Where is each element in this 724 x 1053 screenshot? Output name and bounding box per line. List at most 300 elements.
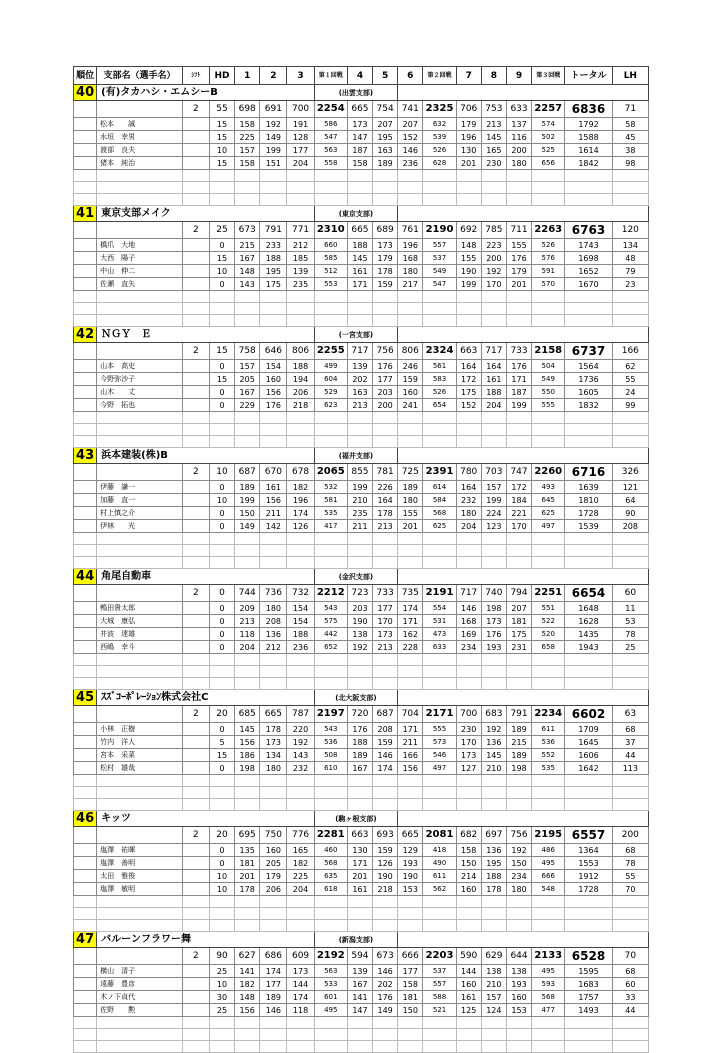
player-g3: 173 <box>287 965 314 978</box>
team-header-row <box>74 85 649 101</box>
player-g3: 128 <box>287 131 314 144</box>
empty-cell <box>287 424 314 436</box>
player-g9: 193 <box>506 978 531 991</box>
team-r1: 2212 <box>314 585 347 602</box>
team-header-row <box>74 690 649 706</box>
player-r3: 591 <box>532 265 565 278</box>
player-lh: 45 <box>612 131 648 144</box>
team-g7: 663 <box>456 343 481 360</box>
empty-cell <box>209 654 234 666</box>
player-lh: 55 <box>612 373 648 386</box>
player-shift-cell <box>182 118 209 131</box>
player-g8: 210 <box>481 762 506 775</box>
team-g1: 698 <box>235 101 260 118</box>
player-rank-cell <box>74 520 97 533</box>
player-g9: 189 <box>506 723 531 736</box>
empty-cell <box>612 291 648 303</box>
player-g8: 145 <box>481 749 506 762</box>
spacer-row <box>74 315 649 327</box>
player-g8: 145 <box>481 131 506 144</box>
empty-cell <box>423 1017 456 1029</box>
player-total: 1588 <box>565 131 612 144</box>
player-g8: 173 <box>481 615 506 628</box>
team-lh: 326 <box>612 464 648 481</box>
team-summary-row <box>74 827 649 844</box>
empty-cell <box>97 666 183 678</box>
player-row <box>74 386 649 399</box>
empty-cell <box>532 194 565 206</box>
player-g4: 188 <box>347 239 372 252</box>
empty-cell <box>565 678 612 690</box>
empty-cell <box>347 896 372 908</box>
player-row <box>74 252 649 265</box>
player-shift-cell <box>182 762 209 775</box>
player-rank-cell <box>74 373 97 386</box>
results-table <box>73 66 649 1053</box>
player-g5: 213 <box>373 520 398 533</box>
player-name: 塩澤 敏明 <box>97 883 183 896</box>
empty-cell <box>612 775 648 787</box>
empty-cell <box>182 182 209 194</box>
player-r2: 418 <box>423 844 456 857</box>
empty-cell <box>423 182 456 194</box>
empty-cell <box>373 654 398 666</box>
player-g1: 189 <box>235 481 260 494</box>
empty-cell <box>260 303 287 315</box>
player-hd: 0 <box>209 507 234 520</box>
player-name: 加藤 直一 <box>97 494 183 507</box>
team-g5: 693 <box>373 827 398 844</box>
player-g8: 157 <box>481 481 506 494</box>
empty-cell <box>287 1029 314 1041</box>
player-g2: 142 <box>260 520 287 533</box>
team-shift: 2 <box>182 948 209 965</box>
player-r1: 543 <box>314 602 347 615</box>
empty-cell <box>347 1017 372 1029</box>
player-g6: 190 <box>398 870 423 883</box>
empty-cell <box>260 654 287 666</box>
player-r2: 588 <box>423 991 456 1004</box>
header-row <box>74 67 649 85</box>
empty-cell <box>287 436 314 448</box>
team-header-filler <box>398 690 649 706</box>
player-r2: 628 <box>423 157 456 170</box>
team-g9: 733 <box>506 343 531 360</box>
player-row <box>74 265 649 278</box>
player-rank-cell <box>74 360 97 373</box>
player-shift-cell <box>182 857 209 870</box>
player-g1: 145 <box>235 723 260 736</box>
empty-cell <box>398 424 423 436</box>
player-name: 村上慎之介 <box>97 507 183 520</box>
empty-cell <box>532 436 565 448</box>
player-shift-cell <box>182 1004 209 1017</box>
player-g6: 146 <box>398 144 423 157</box>
team-g1: 687 <box>235 464 260 481</box>
team-g3: 609 <box>287 948 314 965</box>
empty-cell <box>565 424 612 436</box>
empty-cell <box>235 182 260 194</box>
empty-cell <box>74 1041 97 1053</box>
empty-cell <box>74 291 97 303</box>
player-r3: 520 <box>532 628 565 641</box>
spacer-row <box>74 436 649 448</box>
player-row <box>74 1004 649 1017</box>
empty-cell <box>481 424 506 436</box>
player-g1: 141 <box>235 965 260 978</box>
player-row <box>74 399 649 412</box>
player-row <box>74 749 649 762</box>
empty-cell <box>74 303 97 315</box>
player-g8: 195 <box>481 857 506 870</box>
team-g4: 594 <box>347 948 372 965</box>
empty-cell <box>398 666 423 678</box>
empty-cell <box>182 170 209 182</box>
team-g6: 741 <box>398 101 423 118</box>
player-rank-cell <box>74 965 97 978</box>
team-g7: 590 <box>456 948 481 965</box>
player-g8: 200 <box>481 252 506 265</box>
player-r2: 526 <box>423 386 456 399</box>
empty-cell <box>347 315 372 327</box>
player-g3: 232 <box>287 762 314 775</box>
player-row <box>74 373 649 386</box>
player-g9: 180 <box>506 883 531 896</box>
player-g2: 176 <box>260 399 287 412</box>
team-g2: 691 <box>260 101 287 118</box>
team-g9: 756 <box>506 827 531 844</box>
empty-cell <box>287 1017 314 1029</box>
empty-cell <box>565 799 612 811</box>
player-lh: 70 <box>612 883 648 896</box>
empty-cell <box>373 182 398 194</box>
empty-cell <box>287 1041 314 1053</box>
empty-cell <box>314 666 347 678</box>
player-shift-cell <box>182 723 209 736</box>
player-row <box>74 494 649 507</box>
empty-cell <box>506 533 531 545</box>
empty-cell <box>74 412 97 424</box>
player-g1: 156 <box>235 736 260 749</box>
player-g1: 167 <box>235 252 260 265</box>
empty-cell <box>423 291 456 303</box>
player-hd: 0 <box>209 386 234 399</box>
team-g7: 780 <box>456 464 481 481</box>
player-g8: 123 <box>481 520 506 533</box>
player-g1: 229 <box>235 399 260 412</box>
empty-cell <box>481 1041 506 1053</box>
player-r1: 618 <box>314 883 347 896</box>
team-shift: 2 <box>182 827 209 844</box>
empty-cell <box>260 1041 287 1053</box>
player-row <box>74 870 649 883</box>
player-g4: 130 <box>347 844 372 857</box>
empty-cell <box>565 654 612 666</box>
team-rank: 47 <box>74 932 97 948</box>
player-g5: 178 <box>373 507 398 520</box>
player-r2: 539 <box>423 131 456 144</box>
team-header-filler <box>398 448 649 464</box>
player-r2: 625 <box>423 520 456 533</box>
player-g8: 199 <box>481 494 506 507</box>
empty-cell <box>314 182 347 194</box>
team-g9: 791 <box>506 706 531 723</box>
team-branch: (東京支部) <box>314 206 398 222</box>
empty-cell <box>287 654 314 666</box>
player-g5: 159 <box>373 278 398 291</box>
empty-cell <box>373 896 398 908</box>
team-header-row <box>74 327 649 343</box>
header-game-8: 8 <box>481 67 506 85</box>
player-hd: 0 <box>209 520 234 533</box>
player-shift-cell <box>182 991 209 1004</box>
empty-cell <box>347 533 372 545</box>
player-g2: 156 <box>260 386 287 399</box>
player-g8: 161 <box>481 373 506 386</box>
player-g1: 118 <box>235 628 260 641</box>
player-g7: 234 <box>456 641 481 654</box>
header-game-1: 1 <box>235 67 260 85</box>
player-row <box>74 978 649 991</box>
player-g3: 220 <box>287 723 314 736</box>
empty-cell <box>74 678 97 690</box>
player-hd: 0 <box>209 628 234 641</box>
player-lh: 60 <box>612 978 648 991</box>
team-total: 6737 <box>565 343 612 360</box>
player-g6: 181 <box>398 991 423 1004</box>
player-r1: 499 <box>314 360 347 373</box>
team-branch: (福井支部) <box>314 448 398 464</box>
empty-cell <box>260 545 287 557</box>
empty-cell <box>97 920 183 932</box>
player-g9: 137 <box>506 118 531 131</box>
player-r2: 526 <box>423 144 456 157</box>
team-g6: 704 <box>398 706 423 723</box>
player-g6: 228 <box>398 641 423 654</box>
team-r3: 2251 <box>532 585 565 602</box>
empty-cell <box>373 303 398 315</box>
player-g5: 218 <box>373 883 398 896</box>
player-lh: 208 <box>612 520 648 533</box>
player-row <box>74 991 649 1004</box>
player-lh: 78 <box>612 628 648 641</box>
player-g4: 192 <box>347 641 372 654</box>
empty-cell <box>532 678 565 690</box>
player-g5: 164 <box>373 494 398 507</box>
empty-cell <box>347 436 372 448</box>
player-g4: 147 <box>347 1004 372 1017</box>
team-r2: 2325 <box>423 101 456 118</box>
empty-cell <box>423 666 456 678</box>
empty-cell <box>456 1041 481 1053</box>
empty-cell <box>456 908 481 920</box>
player-g4: 147 <box>347 131 372 144</box>
empty-cell <box>423 1041 456 1053</box>
team-lh: 60 <box>612 585 648 602</box>
team-g2: 646 <box>260 343 287 360</box>
empty-cell <box>235 412 260 424</box>
player-r3: 666 <box>532 870 565 883</box>
score-sheet <box>73 66 649 1053</box>
player-g3: 144 <box>287 978 314 991</box>
empty-cell <box>287 170 314 182</box>
player-shift-cell <box>182 965 209 978</box>
player-total: 1564 <box>565 360 612 373</box>
player-hd: 25 <box>209 1004 234 1017</box>
empty-cell <box>456 896 481 908</box>
player-r3: 550 <box>532 386 565 399</box>
team-shift: 2 <box>182 585 209 602</box>
empty-cell <box>287 557 314 569</box>
empty-cell <box>565 315 612 327</box>
team-g9: 633 <box>506 101 531 118</box>
empty-cell <box>373 194 398 206</box>
team-header-filler <box>398 932 649 948</box>
player-lh: 68 <box>612 723 648 736</box>
player-hd: 15 <box>209 252 234 265</box>
player-shift-cell <box>182 239 209 252</box>
player-g4: 161 <box>347 883 372 896</box>
empty-cell <box>97 1029 183 1041</box>
player-g2: 173 <box>260 736 287 749</box>
empty-cell <box>373 291 398 303</box>
player-name: 大西 陽子 <box>97 252 183 265</box>
player-hd: 0 <box>209 844 234 857</box>
player-r3: 486 <box>532 844 565 857</box>
player-rank-cell <box>74 265 97 278</box>
empty-cell <box>481 654 506 666</box>
team-g4: 717 <box>347 343 372 360</box>
header-name: 支部名（選手名） <box>97 67 183 85</box>
empty-cell <box>398 182 423 194</box>
empty-cell <box>506 291 531 303</box>
player-hd: 10 <box>209 883 234 896</box>
player-g4: 139 <box>347 965 372 978</box>
empty-cell <box>209 533 234 545</box>
player-rank-cell <box>74 252 97 265</box>
player-name: 木ノ下貞代 <box>97 991 183 1004</box>
empty-cell <box>481 412 506 424</box>
empty-cell <box>287 412 314 424</box>
empty-cell <box>347 412 372 424</box>
team-header-filler <box>398 327 649 343</box>
player-g8: 204 <box>481 399 506 412</box>
empty-cell <box>209 170 234 182</box>
empty-cell <box>74 315 97 327</box>
player-name: 猪本 純治 <box>97 157 183 170</box>
player-row <box>74 481 649 494</box>
player-g7: 170 <box>456 736 481 749</box>
empty-cell <box>506 654 531 666</box>
player-g2: 177 <box>260 978 287 991</box>
empty-cell <box>209 412 234 424</box>
player-r3: 548 <box>532 883 565 896</box>
player-g5: 126 <box>373 857 398 870</box>
empty-cell <box>423 896 456 908</box>
player-row <box>74 602 649 615</box>
empty-cell <box>373 170 398 182</box>
player-hd: 10 <box>209 144 234 157</box>
player-g2: 192 <box>260 118 287 131</box>
team-g5: 756 <box>373 343 398 360</box>
player-r1: 585 <box>314 252 347 265</box>
empty-cell <box>532 291 565 303</box>
team-g7: 706 <box>456 101 481 118</box>
team-g5: 754 <box>373 101 398 118</box>
empty-cell <box>235 654 260 666</box>
team-g5: 673 <box>373 948 398 965</box>
empty-cell <box>532 1017 565 1029</box>
player-r3: 497 <box>532 520 565 533</box>
player-g4: 202 <box>347 373 372 386</box>
empty-cell <box>235 666 260 678</box>
player-g4: 163 <box>347 386 372 399</box>
team-hd: 20 <box>209 706 234 723</box>
player-g6: 196 <box>398 239 423 252</box>
spacer-row <box>74 291 649 303</box>
player-total: 1614 <box>565 144 612 157</box>
player-rank-cell <box>74 481 97 494</box>
empty-cell <box>532 412 565 424</box>
player-r3: 525 <box>532 144 565 157</box>
empty-cell <box>209 678 234 690</box>
team-rank: 44 <box>74 569 97 585</box>
empty-cell <box>398 291 423 303</box>
player-g9: 207 <box>506 602 531 615</box>
empty-cell <box>314 303 347 315</box>
empty-cell <box>612 436 648 448</box>
team-g3: 776 <box>287 827 314 844</box>
player-total: 1832 <box>565 399 612 412</box>
empty-cell <box>423 545 456 557</box>
empty-cell <box>97 545 183 557</box>
player-g5: 208 <box>373 723 398 736</box>
team-hd: 90 <box>209 948 234 965</box>
team-branch: (駒ヶ根支部) <box>314 811 398 827</box>
player-r1: 652 <box>314 641 347 654</box>
summary-name-cell <box>97 706 183 723</box>
player-g5: 213 <box>373 641 398 654</box>
team-lh: 120 <box>612 222 648 239</box>
empty-cell <box>456 436 481 448</box>
player-g5: 176 <box>373 991 398 1004</box>
player-g9: 175 <box>506 628 531 641</box>
empty-cell <box>532 654 565 666</box>
empty-cell <box>235 436 260 448</box>
empty-cell <box>74 170 97 182</box>
empty-cell <box>182 1029 209 1041</box>
empty-cell <box>532 787 565 799</box>
player-g7: 190 <box>456 265 481 278</box>
empty-cell <box>481 557 506 569</box>
player-hd: 30 <box>209 991 234 1004</box>
player-g6: 159 <box>398 373 423 386</box>
player-name: 小林 正樹 <box>97 723 183 736</box>
player-name: 松本 誠 <box>97 118 183 131</box>
player-g7: 175 <box>456 386 481 399</box>
player-rank-cell <box>74 749 97 762</box>
empty-cell <box>565 533 612 545</box>
player-total: 1683 <box>565 978 612 991</box>
player-g1: 201 <box>235 870 260 883</box>
empty-cell <box>347 920 372 932</box>
team-header-row <box>74 811 649 827</box>
player-row <box>74 157 649 170</box>
player-total: 1810 <box>565 494 612 507</box>
player-total: 1728 <box>565 883 612 896</box>
player-r1: 586 <box>314 118 347 131</box>
empty-cell <box>260 787 287 799</box>
